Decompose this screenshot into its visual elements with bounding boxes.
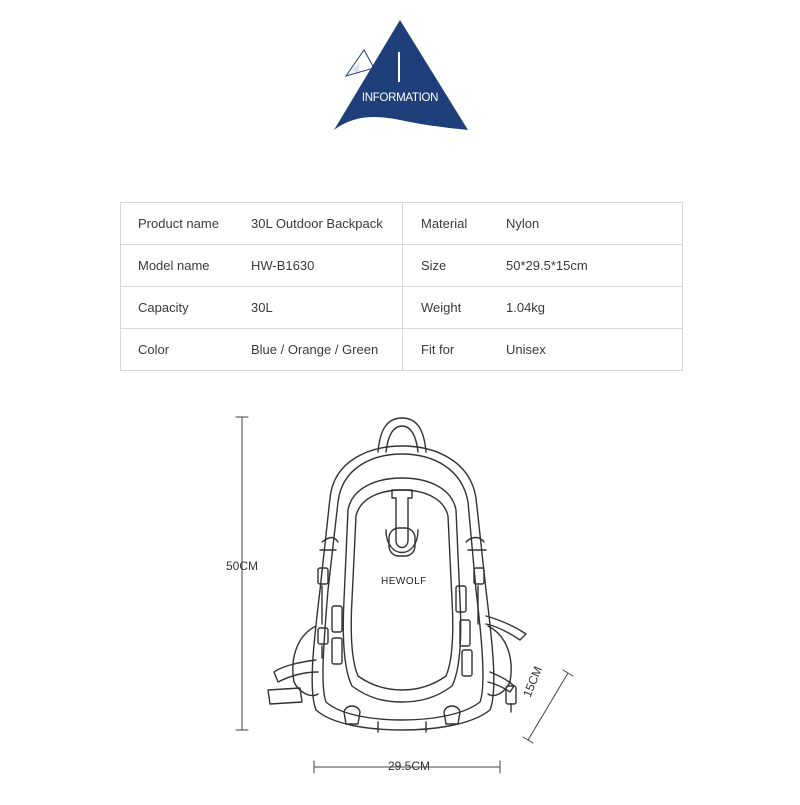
depth-label: 15CM (520, 664, 545, 700)
mountain-info-icon (330, 18, 470, 130)
spec-value: 30L Outdoor Backpack (251, 216, 383, 231)
information-badge (330, 18, 470, 130)
spec-row (121, 203, 682, 245)
spec-label: Size (421, 258, 447, 273)
spec-value: HW-B1630 (251, 258, 315, 273)
spec-value: 50*29.5*15cm (506, 258, 588, 273)
spec-table (120, 202, 683, 371)
table-divider (402, 329, 403, 370)
spec-label: Weight (421, 300, 462, 315)
spec-row (121, 245, 682, 287)
spec-value: 30L (251, 300, 273, 315)
table-divider (402, 245, 403, 286)
backpack-diagram (0, 390, 800, 800)
table-divider (402, 203, 403, 244)
spec-value: Blue / Orange / Green (251, 342, 379, 357)
spec-label: Capacity (138, 300, 189, 315)
spec-label: Material (421, 216, 468, 231)
width-label: 29.5CM (388, 759, 431, 773)
spec-row (121, 287, 682, 329)
badge-label: INFORMATION (361, 92, 439, 104)
spec-label: Fit for (421, 342, 455, 357)
spec-label: Model name (138, 258, 210, 273)
table-divider (402, 287, 403, 328)
spec-value: Unisex (506, 342, 546, 357)
spec-value: 1.04kg (506, 300, 546, 315)
spec-label: Color (138, 342, 170, 357)
spec-row (121, 329, 682, 370)
spec-value: Nylon (506, 216, 540, 231)
height-dimension-line (236, 417, 248, 730)
brand-logo-text: HEWOLF (381, 576, 427, 587)
height-label: 50CM (226, 559, 259, 573)
backpack-line-drawing (0, 390, 800, 800)
spec-label: Product name (138, 216, 219, 231)
